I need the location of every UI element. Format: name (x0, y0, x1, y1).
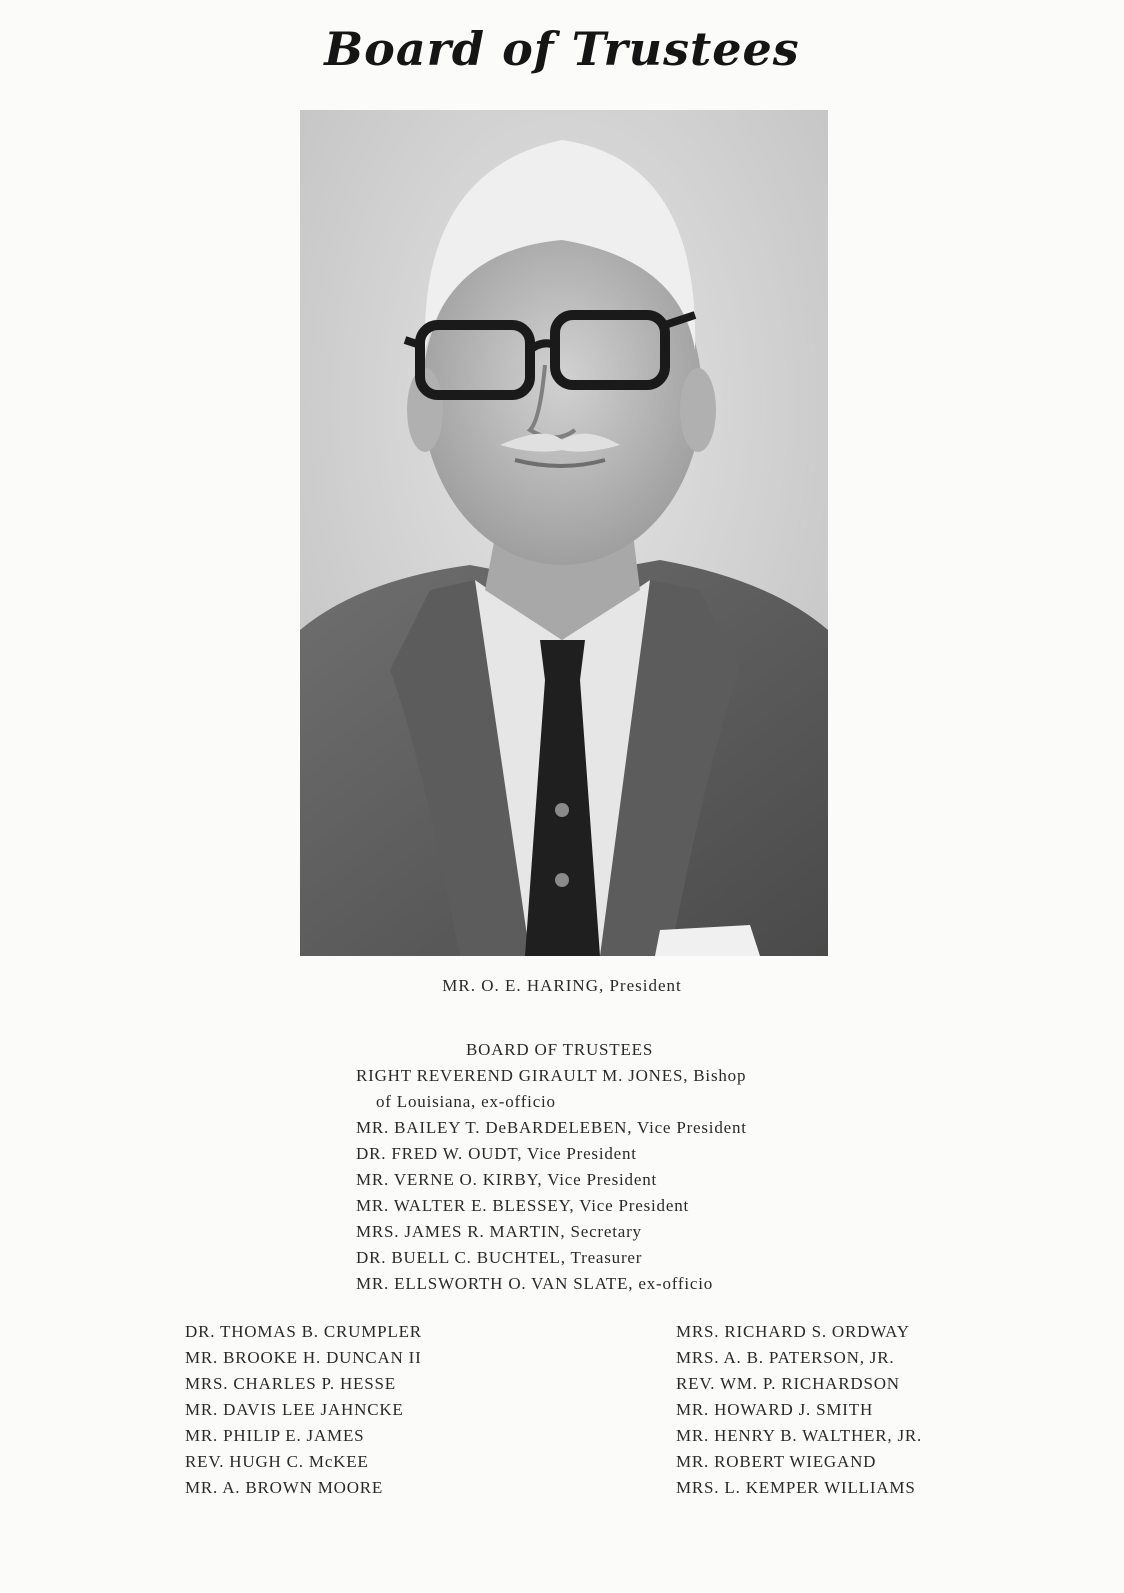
officers-heading: BOARD OF TRUSTEES (466, 1040, 654, 1059)
member-name: MRS. RICHARD S. ORDWAY (676, 1322, 910, 1341)
member-name: REV. WM. P. RICHARDSON (676, 1374, 900, 1393)
officer-line: MRS. JAMES R. MARTIN, Secretary (356, 1222, 642, 1241)
members-left-column (185, 1319, 422, 1501)
officers-list (356, 1037, 747, 1297)
member-name: MR. DAVIS LEE JAHNCKE (185, 1400, 404, 1419)
officer-line: RIGHT REVEREND GIRAULT M. JONES, Bishop (356, 1066, 747, 1085)
officer-line: MR. BAILEY T. DeBARDELEBEN, Vice President (356, 1118, 747, 1137)
officer-line: DR. BUELL C. BUCHTEL, Treasurer (356, 1248, 643, 1267)
president-portrait-photo (300, 110, 828, 956)
member-name: MR. HENRY B. WALTHER, JR. (676, 1426, 923, 1445)
member-name: MR. PHILIP E. JAMES (185, 1426, 365, 1445)
officer-line: MR. WALTER E. BLESSEY, Vice President (356, 1196, 690, 1215)
member-name: MR. BROOKE H. DUNCAN II (185, 1348, 422, 1367)
member-name: REV. HUGH C. McKEE (185, 1452, 369, 1471)
officer-line: MR. ELLSWORTH O. VAN SLATE, ex-officio (356, 1274, 714, 1293)
officer-line: MR. VERNE O. KIRBY, Vice President (356, 1170, 658, 1189)
member-name: MRS. L. KEMPER WILLIAMS (676, 1478, 916, 1497)
member-name: MRS. CHARLES P. HESSE (185, 1374, 396, 1393)
member-name: MR. ROBERT WIEGAND (676, 1452, 877, 1471)
page-title: Board of Trustees (324, 22, 800, 76)
member-name: DR. THOMAS B. CRUMPLER (185, 1322, 422, 1341)
member-name: MRS. A. B. PATERSON, JR. (676, 1348, 895, 1367)
members-right-column (676, 1319, 922, 1501)
officer-line: of Louisiana, ex-officio (376, 1092, 556, 1111)
member-name: MR. A. BROWN MOORE (185, 1478, 384, 1497)
member-name: MR. HOWARD J. SMITH (676, 1400, 874, 1419)
officer-line: DR. FRED W. OUDT, Vice President (356, 1144, 637, 1163)
portrait-caption: MR. O. E. HARING, President (442, 976, 682, 995)
